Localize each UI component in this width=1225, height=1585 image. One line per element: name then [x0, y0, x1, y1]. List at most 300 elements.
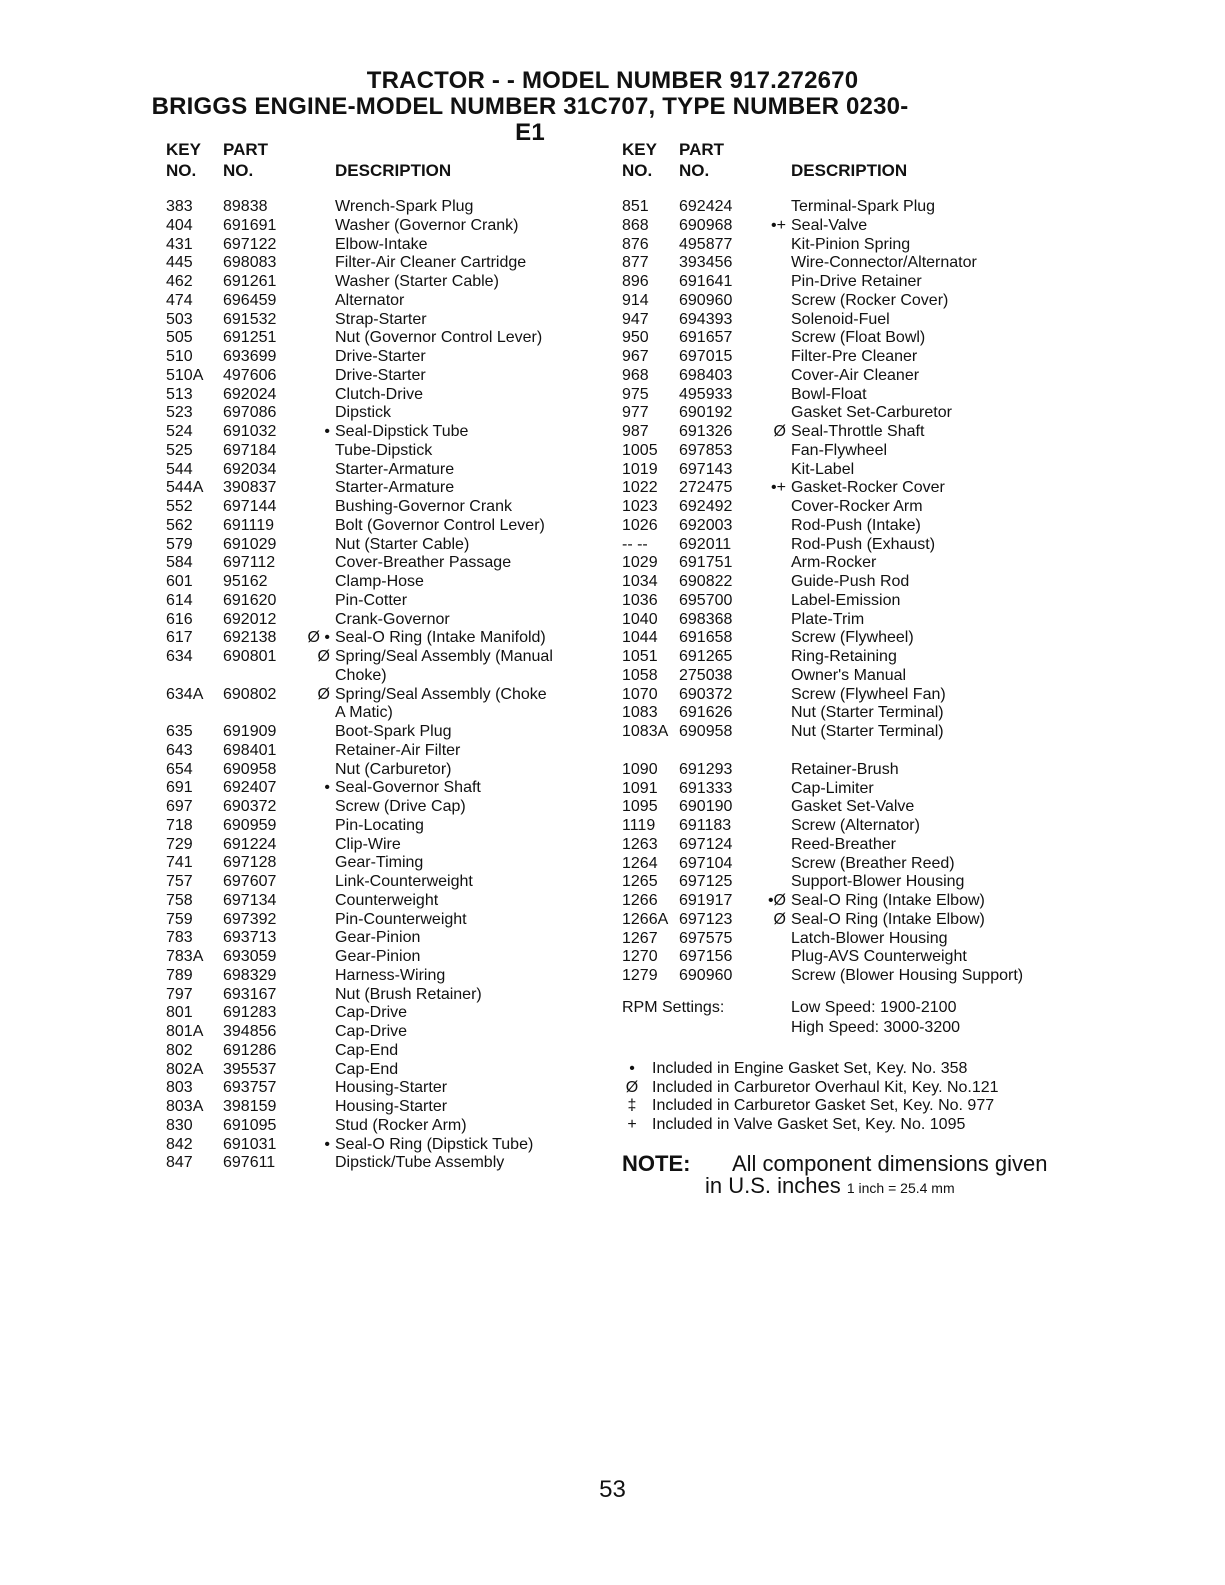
- part-number: 390837: [223, 479, 277, 497]
- table-row: [622, 648, 1062, 667]
- legend-symbol: ‡: [627, 1097, 637, 1115]
- key-no-label: NO.: [622, 161, 653, 180]
- key-number: 797: [166, 985, 193, 1003]
- part-description: Bolt (Governor Control Lever): [335, 516, 545, 534]
- part-number: 697392: [223, 910, 277, 928]
- legend: [622, 1060, 1062, 1135]
- part-number: 691626: [679, 704, 733, 722]
- part-description: Screw (Flywheel): [791, 629, 914, 647]
- part-description: Gasket Set-Carburetor: [791, 404, 952, 422]
- part-number: 691261: [223, 273, 277, 290]
- key-number: 947: [622, 310, 649, 328]
- part-description: Reed-Breather: [791, 835, 896, 853]
- table-row: [622, 592, 1062, 611]
- table-row: [166, 779, 606, 798]
- table-header: [622, 140, 1062, 182]
- key-number: 616: [166, 610, 193, 628]
- part-description: Gear-Timing: [335, 854, 424, 872]
- key-number: 847: [166, 1154, 193, 1172]
- part-number: 692424: [679, 198, 733, 215]
- key-number: 789: [166, 966, 193, 984]
- part-description: Cover-Rocker Arm: [791, 498, 923, 515]
- part-description: Kit-Label: [791, 460, 855, 478]
- key-number: 759: [166, 910, 193, 928]
- part-description: Boot-Spark Plug: [335, 723, 452, 740]
- part-description: Plate-Trim: [791, 610, 865, 628]
- part-number: 691641: [679, 273, 733, 290]
- table-row: [622, 780, 1062, 799]
- part-number: 691333: [679, 779, 733, 797]
- key-number: 1058: [622, 666, 658, 684]
- part-description: Pin-Locating: [335, 816, 424, 834]
- part-description: Bushing-Governor Crank: [335, 498, 512, 515]
- table-row: [622, 217, 1062, 236]
- part-description: Screw (Breather Reed): [791, 854, 955, 872]
- part-description: Filter-Pre Cleaner: [791, 348, 918, 365]
- key-number: 1266: [622, 892, 658, 909]
- part-number: 697112: [223, 554, 276, 572]
- table-row: [166, 836, 606, 855]
- part-description: Nut (Starter Cable): [335, 535, 470, 553]
- part-description: Retainer-Air Filter: [335, 741, 461, 759]
- part-description: Plug-AVS Counterweight: [791, 948, 967, 966]
- part-description: Seal-Valve: [791, 216, 868, 234]
- part-description: Seal-Governor Shaft: [335, 779, 481, 797]
- part-number: 690372: [223, 798, 277, 815]
- part-description: Crank-Governor: [335, 610, 450, 628]
- part-description: Solenoid-Fuel: [791, 310, 890, 328]
- part-description: Screw (Blower Housing Support): [791, 967, 1024, 984]
- key-number: 1279: [622, 967, 658, 984]
- key-number: 851: [622, 198, 649, 215]
- part-description: Nut (Governor Control Lever): [335, 329, 543, 347]
- key-number: 729: [166, 835, 193, 853]
- table-row: [622, 367, 1062, 386]
- key-number: 513: [166, 385, 193, 403]
- table-row: [166, 498, 606, 517]
- key-number: 802: [166, 1041, 193, 1059]
- part-number: 693059: [223, 948, 277, 965]
- part-number: 690960: [679, 291, 733, 309]
- part-number: 696459: [223, 291, 277, 309]
- table-row: [166, 592, 606, 611]
- table-row: [622, 498, 1062, 517]
- page-number: 53: [599, 1476, 626, 1503]
- table-row: [166, 236, 606, 255]
- table-row: [622, 611, 1062, 630]
- part-number: 691032: [223, 423, 277, 440]
- part-number: 691251: [223, 329, 277, 347]
- key-number: 634: [166, 648, 193, 665]
- part-description: Washer (Starter Cable): [335, 273, 499, 290]
- key-number: 801: [166, 1004, 193, 1022]
- table-row: [166, 479, 606, 498]
- table-row: [622, 667, 1062, 686]
- key-number: 1263: [622, 835, 658, 853]
- part-no-label: NO.: [223, 161, 254, 180]
- key-number: 1119: [622, 817, 656, 834]
- key-number: 525: [166, 441, 193, 459]
- part-number: 691283: [223, 1004, 277, 1022]
- table-row: [622, 761, 1062, 780]
- table-row: [622, 948, 1062, 967]
- table-row: [166, 1061, 606, 1080]
- key-number: 975: [622, 385, 649, 403]
- key-number: 474: [166, 291, 193, 309]
- key-number: 783: [166, 929, 193, 947]
- table-row: [166, 967, 606, 986]
- part-number: 691031: [223, 1135, 277, 1153]
- part-number: 691293: [679, 760, 733, 778]
- legend-symbol: •: [629, 1059, 635, 1077]
- key-number: 503: [166, 310, 193, 328]
- part-number: 692024: [223, 385, 277, 403]
- table-row: [622, 911, 1062, 930]
- table-row: [166, 311, 606, 330]
- rpm-low: Low Speed: 1900-2100: [791, 998, 957, 1016]
- part-number: 692012: [223, 610, 277, 628]
- table-row: [166, 1154, 606, 1173]
- legend-text: Included in Carburetor Gasket Set, Key. No. 977: [652, 1097, 995, 1115]
- key-number: 977: [622, 404, 649, 422]
- part-number: 495933: [679, 385, 733, 403]
- part-number: 691909: [223, 723, 277, 740]
- key-number: 510: [166, 348, 193, 365]
- key-number: 1036: [622, 591, 658, 609]
- table-row: [166, 1136, 606, 1155]
- part-description: Guide-Push Rod: [791, 573, 910, 590]
- key-number: 1026: [622, 516, 658, 534]
- kit-marker: •+: [771, 216, 786, 234]
- table-row: [166, 442, 606, 461]
- key-number: 1090: [622, 760, 658, 778]
- key-number: 404: [166, 216, 193, 234]
- part-description: Ring-Retaining: [791, 648, 897, 665]
- part-number: 394856: [223, 1023, 277, 1040]
- note-line1: All component dimensions given: [732, 1150, 1048, 1176]
- part-number: 395537: [223, 1060, 277, 1078]
- part-number: 692003: [679, 516, 733, 534]
- table-row: [166, 798, 606, 817]
- part-number: 691917: [679, 892, 733, 909]
- part-description: Rod-Push (Intake): [791, 516, 921, 534]
- key-number: 896: [622, 273, 649, 290]
- part-number: 691119: [223, 516, 275, 534]
- key-number: 803: [166, 1079, 193, 1097]
- part-description: Strap-Starter: [335, 310, 427, 328]
- part-description: Seal-O Ring (Intake Elbow): [791, 910, 985, 928]
- part-number: 692138: [223, 629, 277, 647]
- table-row: [166, 254, 606, 273]
- table-row: [166, 217, 606, 236]
- part-number: 693713: [223, 929, 277, 947]
- table-row: [622, 329, 1062, 348]
- table-row: [622, 236, 1062, 255]
- table-row: [166, 536, 606, 555]
- part-description: Housing-Starter: [335, 1098, 448, 1115]
- table-row: [166, 686, 606, 724]
- key-number: 757: [166, 873, 193, 890]
- table-row: [166, 929, 606, 948]
- part-number: 398159: [223, 1098, 277, 1115]
- table-row: [622, 892, 1062, 911]
- part-number: 495877: [679, 235, 733, 253]
- part-description: Nut (Starter Terminal): [791, 723, 944, 740]
- part-description: Wire-Connector/Alternator: [791, 254, 977, 272]
- part-description: Elbow-Intake: [335, 235, 428, 253]
- table-row: [166, 367, 606, 386]
- part-number: 691658: [679, 629, 733, 647]
- part-number: 697125: [679, 873, 733, 891]
- table-row: [622, 817, 1062, 836]
- part-number: 692011: [679, 535, 732, 553]
- part-description: Seal-O Ring (Intake Elbow): [791, 892, 985, 909]
- key-number: 634A: [166, 685, 204, 703]
- part-description: Support-Blower Housing: [791, 873, 965, 891]
- part-description: Drive-Starter: [335, 366, 426, 384]
- table-row: [166, 1117, 606, 1136]
- part-number: 691532: [223, 310, 277, 328]
- key-number: 1270: [622, 948, 658, 966]
- part-number: 693167: [223, 985, 277, 1003]
- part-number: 691657: [679, 329, 733, 347]
- table-row: [622, 273, 1062, 292]
- table-row: [166, 1023, 606, 1042]
- table-header: [166, 140, 606, 182]
- table-row: [622, 686, 1062, 705]
- part-number: 695700: [679, 591, 733, 609]
- part-description: Screw (Flywheel Fan): [791, 685, 946, 703]
- part-description: Counterweight: [335, 891, 439, 909]
- table-row: [622, 198, 1062, 217]
- part-description: Cap-End: [335, 1041, 399, 1059]
- table-row: [166, 986, 606, 1005]
- part-description: Housing-Starter: [335, 1079, 448, 1097]
- key-no-label: NO.: [166, 161, 197, 180]
- part-number: 697124: [679, 835, 733, 853]
- part-number: 697184: [223, 441, 277, 459]
- part-number: 697853: [679, 441, 733, 459]
- note-conversion: 1 inch = 25.4 mm: [846, 1179, 955, 1196]
- key-number: 876: [622, 235, 649, 253]
- part-description: Kit-Pinion Spring: [791, 235, 911, 253]
- part-number: 693757: [223, 1079, 277, 1097]
- legend-symbol: +: [627, 1116, 637, 1133]
- key-number: 462: [166, 273, 193, 290]
- part-number: 693699: [223, 348, 277, 365]
- table-row: [166, 892, 606, 911]
- key-number: 1091: [622, 779, 658, 797]
- part-description: Bowl-Float: [791, 385, 867, 403]
- part-number: 691183: [679, 817, 732, 834]
- key-number: 1265: [622, 873, 658, 891]
- key-number: 1034: [622, 573, 658, 590]
- part-number: 690822: [679, 573, 733, 590]
- key-number: 383: [166, 198, 193, 215]
- part-no-label: NO.: [679, 161, 710, 180]
- part-description: Screw (Float Bowl): [791, 329, 926, 347]
- legend-text: Included in Valve Gasket Set, Key. No. 1095: [652, 1116, 966, 1133]
- key-number: 1023: [622, 498, 658, 515]
- part-number: 497606: [223, 366, 277, 384]
- note-label: NOTE:: [622, 1150, 691, 1176]
- part-number: 692407: [223, 779, 277, 797]
- part-number: 697134: [223, 891, 277, 909]
- part-number: 698083: [223, 254, 277, 272]
- part-description: Nut (Carburetor): [335, 760, 452, 778]
- table-row: [166, 348, 606, 367]
- key-number: 614: [166, 591, 193, 609]
- part-number: 690968: [679, 216, 733, 234]
- table-row: [622, 536, 1062, 555]
- part-number: 690960: [679, 967, 733, 984]
- part-number: 690801: [223, 648, 277, 665]
- part-description: Washer (Governor Crank): [335, 216, 519, 234]
- part-description: Gear-Pinion: [335, 948, 421, 965]
- key-number: 579: [166, 535, 193, 553]
- part-number: 272475: [679, 479, 733, 497]
- part-number: 691095: [223, 1116, 277, 1134]
- part-number: 697015: [679, 348, 733, 365]
- part-number: 698403: [679, 366, 733, 384]
- part-description: Stud (Rocker Arm): [335, 1116, 467, 1134]
- part-description: Clip-Wire: [335, 835, 401, 853]
- part-description: Cover-Air Cleaner: [791, 366, 920, 384]
- part-description: Spring/Seal Assembly (Manual: [335, 648, 553, 665]
- part-description: Starter-Armature: [335, 479, 455, 497]
- part-number: 697123: [679, 910, 733, 928]
- legend-item: [622, 1060, 1062, 1079]
- kit-marker: Ø: [317, 648, 330, 665]
- key-number: 552: [166, 498, 193, 515]
- table-row: [166, 629, 606, 648]
- table-row: [622, 423, 1062, 442]
- part-description: Alternator: [335, 291, 405, 309]
- table-row: [166, 423, 606, 442]
- part-description: Wrench-Spark Plug: [335, 198, 474, 215]
- key-number: 1083: [622, 704, 658, 722]
- key-number: 1083A: [622, 723, 669, 740]
- part-number: 690802: [223, 685, 277, 703]
- key-number: 783A: [166, 948, 204, 965]
- part-description: Cap-End: [335, 1060, 399, 1078]
- table-row: [622, 254, 1062, 273]
- part-number: 697104: [679, 854, 733, 872]
- part-description: Seal-O Ring (Intake Manifold): [335, 629, 546, 647]
- key-number: 544: [166, 460, 193, 478]
- legend-symbol: Ø: [625, 1078, 639, 1096]
- key-number: 877: [622, 254, 649, 272]
- key-number: 523: [166, 404, 193, 422]
- key-number: 635: [166, 723, 193, 740]
- part-number: 691029: [223, 535, 277, 553]
- table-row: [622, 967, 1062, 986]
- key-number: 914: [622, 291, 649, 309]
- part-description: Cap-Drive: [335, 1004, 408, 1022]
- table-row: [622, 348, 1062, 367]
- part-number: 95162: [223, 573, 268, 590]
- kit-marker: •Ø: [767, 892, 786, 909]
- key-number: 510A: [166, 366, 204, 384]
- key-number: 1095: [622, 798, 658, 816]
- table-row: [622, 573, 1062, 592]
- part-description: Screw (Alternator): [791, 817, 920, 834]
- kit-marker: Ø: [773, 910, 786, 928]
- legend-text: Included in Carburetor Overhaul Kit, Key. No.121: [652, 1078, 999, 1096]
- table-row: [622, 798, 1062, 817]
- part-description: Clutch-Drive: [335, 385, 424, 403]
- key-number: 1040: [622, 610, 658, 628]
- part-number: 697143: [679, 460, 733, 478]
- row-gap: [622, 742, 1062, 761]
- part-number: 393456: [679, 254, 733, 272]
- table-row: [622, 554, 1062, 573]
- table-row: [622, 404, 1062, 423]
- key-number: 1029: [622, 554, 658, 572]
- table-row: [622, 442, 1062, 461]
- table-row: [166, 1079, 606, 1098]
- key-number: 643: [166, 741, 193, 759]
- key-number: 654: [166, 760, 193, 778]
- part-description: Cover-Breather Passage: [335, 554, 512, 572]
- parts-table-left: [166, 140, 606, 1173]
- table-row: [622, 311, 1062, 330]
- page-title: TRACTOR - - MODEL NUMBER 917.272670: [366, 67, 859, 94]
- part-number: 275038: [679, 666, 733, 684]
- table-row: [166, 742, 606, 761]
- part-number: 697144: [223, 498, 277, 515]
- part-description: Terminal-Spark Plug: [791, 198, 936, 215]
- table-row: [166, 854, 606, 873]
- table-row: [622, 517, 1062, 536]
- table-row: [166, 911, 606, 930]
- table-row: [622, 836, 1062, 855]
- table-row: [166, 873, 606, 892]
- kit-marker: •: [324, 1135, 330, 1153]
- part-number: 691751: [679, 554, 733, 572]
- part-description: Spring/Seal Assembly (Choke: [335, 685, 547, 703]
- part-description: Drive-Starter: [335, 348, 426, 365]
- part-description: Screw (Rocker Cover): [791, 291, 949, 309]
- part-description: Cap-Limiter: [791, 779, 874, 797]
- rpm-label: RPM Settings:: [622, 998, 725, 1016]
- table-row: [166, 273, 606, 292]
- table-row: [622, 723, 1062, 742]
- part-number: 698329: [223, 966, 277, 984]
- table-row: [622, 873, 1062, 892]
- part-label: PART: [679, 140, 725, 159]
- table-row: [622, 386, 1062, 405]
- part-number: 697611: [223, 1154, 276, 1172]
- note-line2-text: in U.S. inches: [705, 1172, 841, 1198]
- part-number: 690190: [679, 798, 733, 816]
- parts-table-right: [622, 140, 1062, 1203]
- part-description: Dipstick/Tube Assembly: [335, 1154, 505, 1172]
- part-number: 697607: [223, 873, 277, 890]
- part-description: Nut (Brush Retainer): [335, 985, 482, 1003]
- part-description: Owner's Manual: [791, 666, 907, 684]
- part-description: Gasket Set-Valve: [791, 798, 915, 816]
- parts-list: [622, 198, 1062, 986]
- part-number: 692034: [223, 460, 277, 478]
- part-number: 691691: [223, 216, 277, 234]
- kit-marker: •: [324, 423, 330, 440]
- key-number: 741: [166, 854, 193, 872]
- description-label: DESCRIPTION: [791, 161, 908, 180]
- key-number: 987: [622, 423, 649, 440]
- note: [622, 1151, 1062, 1203]
- table-row: [166, 611, 606, 630]
